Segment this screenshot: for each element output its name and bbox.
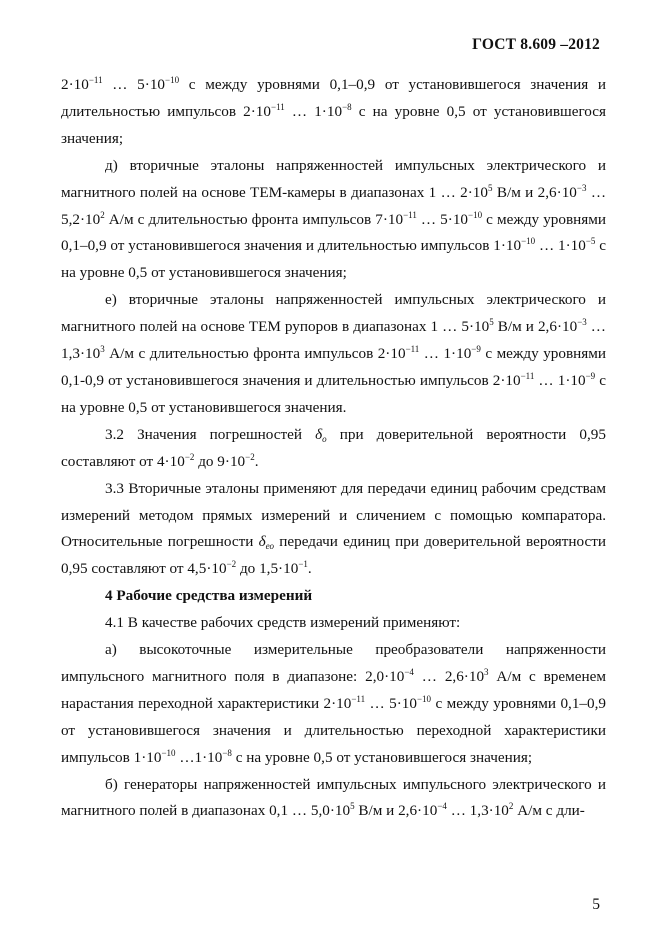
paragraph-item-a: а) высокоточные измерительные преобразователи напряженности импульсного магнитного поля в диапазоне: $2,0\cdot 10^{-4}$ … $2,6\cdot 10^3$ А/м с временем нарастания переходной характеристики $2\cdot 10^{-11}$ … $5\cdot 10^{-10}$ с между уровнями 0,1–0,9 от установившегося значения и длительностью переходной характеристики импульсов $1\cdot 10^{-10}$ $\dots 1\cdot 10^{-8}$ с на уровне 0,5 от установившегося значения; xyxy=(61,641,607,766)
paragraph-continuation: $2\cdot 10^{-11}$ … $5\cdot 10^{-10}$ с между уровнями 0,1–0,9 от установившегося значения и длительностью импульсов $2\cdot 10^{-11}$ … $1\cdot 10^{-8}$ с на уровне 0,5 от установившегося значения; xyxy=(61,75,607,147)
section-heading-4: 4 Рабочие средства измерений xyxy=(105,587,313,605)
paragraph-item-b: б) генераторы напряженностей импульсных импульсного электрического и магнитного полей в диапазонах 0,1 … $5,0\cdot 10^5$ В/м и $2,6\cdot 10^{-4}$ … $1,3\cdot 10^2$ А/м с дли- xyxy=(61,775,606,820)
document-body xyxy=(61,72,606,825)
document-header: ГОСТ 8.609 –2012 xyxy=(472,36,600,53)
paragraph-item-d: д) вторичные эталоны напряженностей импульсных электрического и магнитного полей на основе ТЕМ-камеры в диапазонах 1 … $2\cdot 10^5$ В/м и $2,6\cdot 10^{-3}$ … $5,2\cdot 10^2$ А/м с длительностью фронта импульсов $7\cdot 10^{-11}$ … $5\cdot 10^{-10}$ с между уровнями 0,1–0,9 от установившегося значения и длительностью импульсов $1\cdot 10^{-10}$ … $1\cdot 10^{-5}$ с на уровне 0,5 от установившегося значения; xyxy=(61,156,607,282)
paragraph-item-e: е) вторичные эталоны напряженностей импульсных электрического и магнитного полей на основе ТЕМ рупоров в диапазонах 1 … $5\cdot 10^5$ В/м и $2,6\cdot 10^{-3}$ … $1,3\cdot 10^3$ А/м с длительностью фронта импульсов $2\cdot 10^{-11}$ … $1\cdot 10^{-9}$ с между уровнями 0,1-0,9 от установившегося значения и длительностью импульсов $2\cdot 10^{-11}$ … $1\cdot 10^{-9}$ с на уровне 0,5 от установившегося значения. xyxy=(61,291,607,416)
paragraph-3-3: 3.3 Вторичные эталоны применяют для передачи единиц рабочим средствам измерений методом прямых измерений и сличением с помощью компаратора. Относительные погрешности $\delta_{ео}$ передачи единиц при доверительной вероятности 0,95 составляют от $4,5\cdot 10^{-2}$ до $1,5\cdot 10^{-1}$. xyxy=(61,479,606,578)
paragraph-3-2: 3.2 Значения погрешностей $\delta_о$ при доверительной вероятности 0,95 составляют от $4\cdot 10^{-2}$ до $9\cdot 10^{-2}$. xyxy=(61,425,606,470)
paragraph-4-1: 4.1 В качестве рабочих средств измерений применяют: xyxy=(105,614,461,632)
page-number: 5 xyxy=(592,896,600,913)
